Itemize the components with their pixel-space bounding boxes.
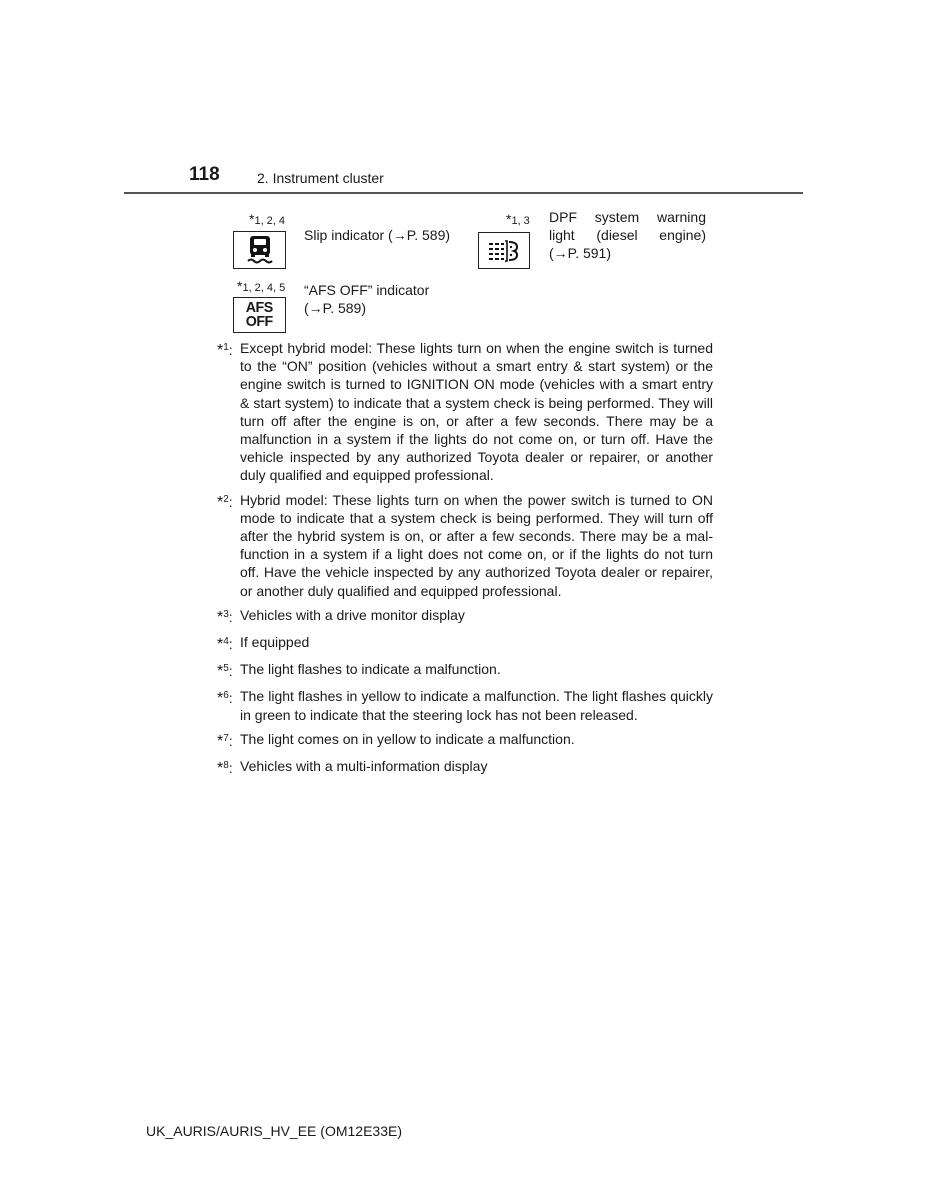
afs-off-ref: *1, 2, 4, 5 [237, 278, 286, 294]
slip-indicator-ref: *1, 2, 4 [249, 211, 286, 227]
footnote-3: *$^3$: Vehicles with a drive monitor display [217, 606, 465, 626]
dpf-warning-ref: *1, 3 [506, 211, 530, 227]
footnote-5: *$^5$: The light flashes to indicate a malfunction. [217, 661, 501, 681]
header-divider [124, 192, 803, 194]
footnote-2: *$^2$: Hybrid model: These lights turn on when the power switch is turned to ON mode to indicate that a system check is being performed. They will turn off after the hybrid system is on, or after a few seconds. There may be a malfunction in a system if a light does not come on, or if the lights do not turn off. Have the vehicle inspected by any authorized Toyota dealer or repairer, or another duly qualified and equipped professional. [217, 491, 713, 599]
afs-off-icon [233, 297, 286, 333]
dpf-warning-icon [478, 232, 530, 269]
footnote-7: *$^7$: The light comes on in yellow to indicate a malfunction. [217, 730, 575, 750]
afs-icon-text-top: AFS [245, 299, 274, 316]
document-code: UK_AURIS/AURIS_HV_EE (OM12E33E) [146, 1123, 402, 1139]
page-number: 118 [189, 164, 220, 185]
footnotes [217, 339, 713, 784]
afs-off-label: “AFS OFF” indicator (→P. 589) [304, 282, 430, 316]
dpf-warning-label: DPF system warning light (diesel engine) (→P. 591) [549, 209, 706, 261]
slip-indicator-icon [233, 231, 286, 269]
footnote-6: *$^6$: The light flashes in yellow to indicate a malfunction. The light flashes quickly in green to indicate that the steering lock has not been released. [217, 688, 713, 723]
footnote-1: *$^1$: Except hybrid model: These lights turn on when the engine switch is turned to the “ON” position (vehicles without a smart entry & start system) or the engine switch is turned to IGNITION ON mode (vehicles with a smart entry & start system) to indicate that a system check is being performed. They will turn off after the engine is on, or after a few seconds. There may be a malfunction in a system if the lights do not come on, or turn off. Have the vehicle inspected by any authorized Toyota dealer or repairer, or another duly qualified and equipped professional. [217, 340, 713, 484]
footnote-8: *$^8$: Vehicles with a multi-information display [217, 758, 488, 778]
slip-indicator-label: Slip indicator (→P. 589) [304, 227, 451, 243]
section-title: 2. Instrument cluster [257, 170, 384, 186]
afs-icon-text-bottom: OFF [245, 313, 274, 330]
footnote-4: *$^4$: If equipped [217, 634, 310, 654]
